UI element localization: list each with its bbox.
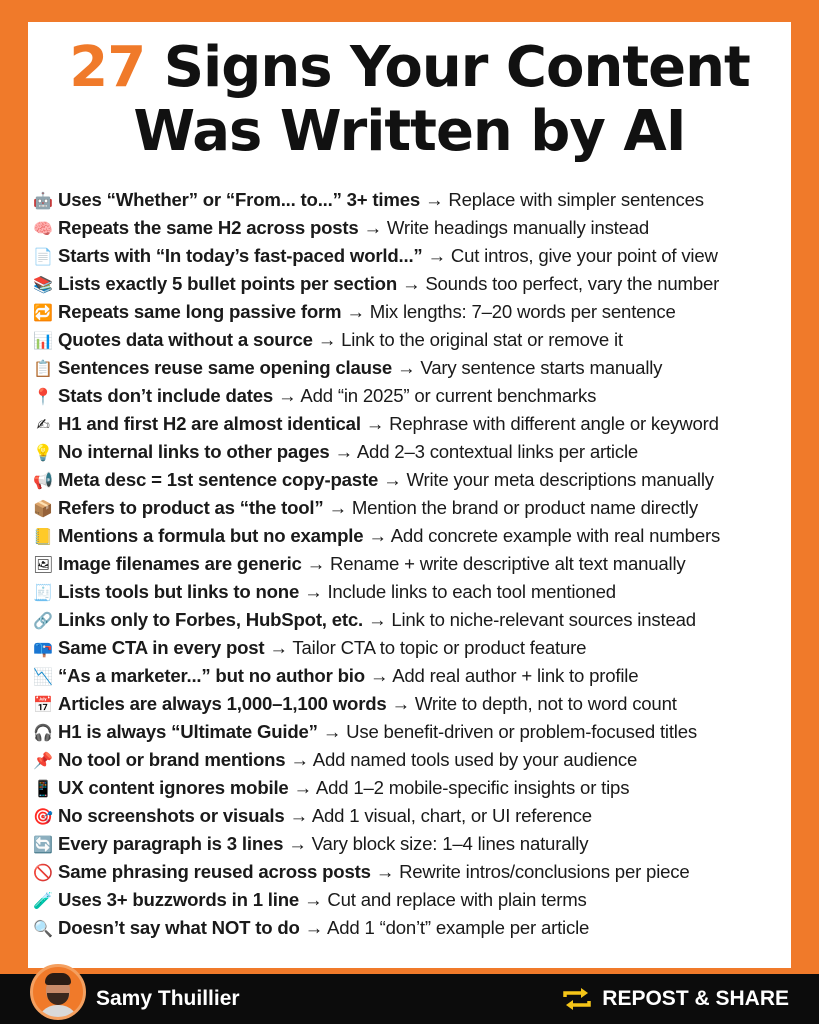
sign-text: UX content ignores mobile bbox=[58, 777, 289, 798]
list-item bbox=[32, 634, 791, 662]
fix-text: Rename + write descriptive alt text manually bbox=[330, 553, 686, 574]
arrow-icon: → bbox=[397, 357, 416, 378]
pin-icon: 📍 bbox=[33, 387, 53, 406]
list-item bbox=[32, 550, 791, 578]
fix-text: Rewrite intros/conclusions per piece bbox=[399, 861, 690, 882]
arrow-icon: → bbox=[290, 749, 309, 770]
arrow-icon: → bbox=[306, 553, 326, 574]
list-item bbox=[32, 298, 791, 326]
arrow-icon: → bbox=[278, 385, 297, 406]
sign-text: Every paragraph is 3 lines bbox=[58, 833, 284, 854]
fix-text: Mix lengths: 7–20 words per sentence bbox=[369, 301, 676, 322]
list-item bbox=[32, 242, 791, 270]
sign-text: No internal links to other pages bbox=[58, 441, 330, 462]
trend-down-icon: 📉 bbox=[33, 667, 53, 686]
robot-icon: 🤖 bbox=[33, 191, 53, 210]
title-line1: Signs Your Content bbox=[145, 35, 750, 100]
brain-icon: 🧠 bbox=[33, 219, 53, 238]
author-name[interactable]: Samy Thuillier bbox=[96, 987, 240, 1010]
title-line2: Was Written by AI bbox=[133, 99, 686, 164]
phone-icon: 📱 bbox=[33, 779, 53, 798]
sign-text: Doesn’t say what NOT to do bbox=[58, 917, 300, 938]
list-item bbox=[32, 270, 791, 298]
sign-text: Uses 3+ buzzwords in 1 line bbox=[58, 889, 300, 910]
sign-text: H1 is always “Ultimate Guide” bbox=[58, 721, 318, 742]
sign-text: Same phrasing reused across posts bbox=[58, 861, 371, 882]
arrow-icon: → bbox=[293, 777, 312, 798]
fix-text: Add concrete example with real numbers bbox=[390, 525, 721, 546]
fix-text: Include links to each tool mentioned bbox=[327, 581, 616, 602]
page-icon: 📄 bbox=[33, 247, 53, 266]
calendar-icon: 📅 bbox=[33, 695, 53, 714]
footer-bar bbox=[0, 974, 819, 1024]
arrow-icon: → bbox=[368, 525, 387, 546]
list-item bbox=[32, 914, 791, 942]
repost-share-button[interactable] bbox=[562, 974, 789, 1024]
repost-icon bbox=[562, 986, 592, 1012]
fix-text: Write to depth, not to word count bbox=[414, 693, 677, 714]
fix-text: Link to the original stat or remove it bbox=[341, 329, 623, 350]
list-item bbox=[32, 410, 791, 438]
clipboard-icon: 📋 bbox=[33, 359, 53, 378]
list-item bbox=[32, 214, 791, 242]
sign-text: Links only to Forbes, HubSpot, etc. bbox=[58, 609, 363, 630]
sign-text: Mentions a formula but no example bbox=[58, 525, 364, 546]
fix-text: Add real author + link to profile bbox=[392, 665, 639, 686]
bar-chart-icon: 📊 bbox=[33, 331, 53, 350]
arrow-icon: → bbox=[365, 413, 385, 434]
sign-text: No tool or brand mentions bbox=[58, 749, 286, 770]
list-item bbox=[32, 522, 791, 550]
fix-text: Add named tools used by your audience bbox=[312, 749, 638, 770]
arrow-icon: → bbox=[367, 609, 387, 630]
sign-text: Same CTA in every post bbox=[58, 637, 265, 658]
fix-text: Write headings manually instead bbox=[386, 217, 650, 238]
fix-text: Add “in 2025” or current benchmarks bbox=[300, 385, 597, 406]
arrow-icon: → bbox=[334, 441, 353, 462]
sign-text: Lists exactly 5 bullet points per section bbox=[58, 273, 397, 294]
arrow-icon: → bbox=[269, 637, 288, 658]
list-item bbox=[32, 802, 791, 830]
fix-text: Sounds too perfect, vary the number bbox=[425, 273, 720, 294]
sign-text: Uses “Whether” or “From... to...” 3+ times bbox=[58, 189, 421, 210]
fix-text: Use benefit-driven or problem-focused titles bbox=[346, 721, 697, 742]
list-item bbox=[32, 606, 791, 634]
sign-text: Image filenames are generic bbox=[58, 553, 302, 574]
fix-text: Link to niche-relevant sources instead bbox=[391, 609, 696, 630]
list-item bbox=[32, 382, 791, 410]
sign-text: Lists tools but links to none bbox=[58, 581, 300, 602]
list-item bbox=[32, 186, 791, 214]
target-icon: 🎯 bbox=[33, 807, 53, 826]
link-icon: 🔗 bbox=[33, 611, 53, 630]
fix-text: Add 2–3 contextual links per article bbox=[356, 441, 639, 462]
arrow-icon: → bbox=[317, 329, 337, 350]
sign-text: Repeats same long passive form bbox=[58, 301, 342, 322]
list-item bbox=[32, 438, 791, 466]
test-tube-icon: 🧪 bbox=[33, 891, 53, 910]
arrow-icon: → bbox=[346, 301, 365, 322]
list-item bbox=[32, 746, 791, 774]
books-icon: 📚 bbox=[33, 275, 53, 294]
infographic-card bbox=[28, 22, 791, 968]
arrow-icon: → bbox=[304, 889, 323, 910]
arrow-icon: → bbox=[383, 469, 402, 490]
sign-text: Articles are always 1,000–1,100 words bbox=[58, 693, 387, 714]
arrow-icon: → bbox=[427, 245, 446, 266]
sign-text: Stats don’t include dates bbox=[58, 385, 274, 406]
list-item bbox=[32, 886, 791, 914]
prohibited-icon: 🚫 bbox=[33, 863, 53, 882]
fix-text: Cut intros, give your point of view bbox=[450, 245, 718, 266]
arrow-icon: → bbox=[328, 497, 347, 518]
pushpin-icon: 📌 bbox=[33, 751, 53, 770]
sign-text: Refers to product as “the tool” bbox=[58, 497, 324, 518]
share-label: REPOST & SHARE bbox=[602, 987, 789, 1010]
list-item bbox=[32, 774, 791, 802]
sign-text: H1 and first H2 are almost identical bbox=[58, 413, 361, 434]
arrow-icon: → bbox=[391, 693, 410, 714]
arrow-icon: → bbox=[424, 189, 444, 210]
cycle-icon: 🔄 bbox=[33, 835, 53, 854]
arrow-icon: → bbox=[401, 273, 421, 294]
picture-icon: 🖼 bbox=[32, 555, 54, 574]
magnifier-icon: 🔍 bbox=[33, 919, 53, 938]
sign-text: Sentences reuse same opening clause bbox=[58, 357, 393, 378]
sign-text: Meta desc = 1st sentence copy-paste bbox=[58, 469, 379, 490]
fix-text: Vary block size: 1–4 lines naturally bbox=[311, 833, 589, 854]
list-item bbox=[32, 690, 791, 718]
list-item bbox=[32, 578, 791, 606]
arrow-icon: → bbox=[289, 805, 308, 826]
arrow-icon: → bbox=[375, 861, 395, 882]
writing-hand-icon: ✍ bbox=[36, 415, 50, 434]
mailbox-icon: 📪 bbox=[33, 639, 53, 658]
list-item bbox=[32, 858, 791, 886]
arrow-icon: → bbox=[304, 917, 324, 938]
lightbulb-icon: 💡 bbox=[33, 443, 53, 462]
repeat-icon: 🔁 bbox=[33, 303, 53, 322]
ledger-icon: 📒 bbox=[33, 527, 53, 546]
arrow-icon: → bbox=[322, 721, 342, 742]
list-item bbox=[32, 662, 791, 690]
list-item bbox=[32, 326, 791, 354]
receipt-icon: 🧾 bbox=[33, 583, 53, 602]
fix-text: Vary sentence starts manually bbox=[420, 357, 663, 378]
avatar[interactable] bbox=[30, 964, 86, 1020]
fix-text: Write your meta descriptions manually bbox=[406, 469, 714, 490]
headset-icon: 🎧 bbox=[33, 723, 53, 742]
title-number: 27 bbox=[69, 35, 146, 100]
arrow-icon: → bbox=[369, 665, 389, 686]
signs-list bbox=[28, 186, 791, 942]
arrow-icon: → bbox=[288, 833, 307, 854]
fix-text: Add 1–2 mobile-specific insights or tips bbox=[315, 777, 630, 798]
fix-text: Mention the brand or product name directly bbox=[351, 497, 698, 518]
sign-text: Repeats the same H2 across posts bbox=[58, 217, 359, 238]
list-item bbox=[32, 354, 791, 382]
fix-text: Add 1 visual, chart, or UI reference bbox=[311, 805, 592, 826]
sign-text: “As a marketer...” but no author bio bbox=[58, 665, 365, 686]
arrow-icon: → bbox=[363, 217, 382, 238]
fix-text: Cut and replace with plain terms bbox=[327, 889, 587, 910]
list-item bbox=[32, 466, 791, 494]
sign-text: Quotes data without a source bbox=[58, 329, 313, 350]
fix-text: Replace with simpler sentences bbox=[448, 189, 704, 210]
list-item bbox=[32, 830, 791, 858]
sign-text: Starts with “In today’s fast-paced world...” bbox=[58, 245, 423, 266]
fix-text: Tailor CTA to topic or product feature bbox=[292, 637, 587, 658]
list-item bbox=[32, 494, 791, 522]
package-icon: 📦 bbox=[33, 499, 53, 518]
page-title bbox=[28, 36, 791, 164]
list-item bbox=[32, 718, 791, 746]
fix-text: Add 1 “don’t” example per article bbox=[327, 917, 590, 938]
fix-text: Rephrase with different angle or keyword bbox=[389, 413, 719, 434]
arrow-icon: → bbox=[304, 581, 323, 602]
megaphone-icon: 📢 bbox=[33, 471, 53, 490]
sign-text: No screenshots or visuals bbox=[58, 805, 285, 826]
